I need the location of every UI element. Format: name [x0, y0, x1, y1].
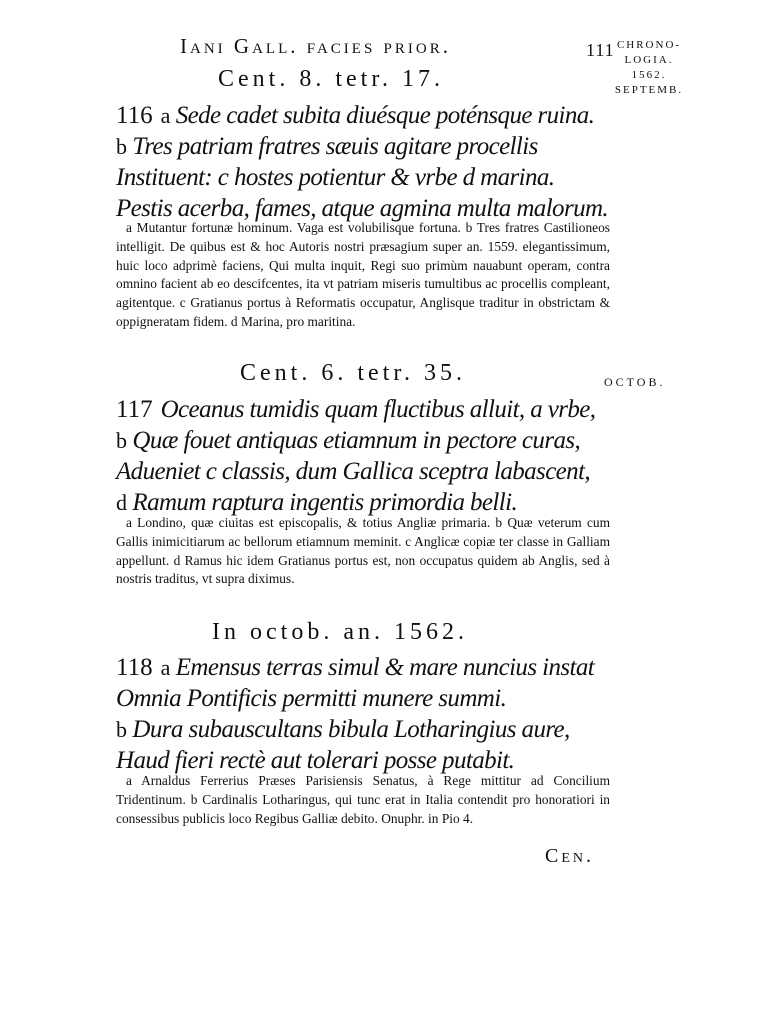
section-heading: Cent. 6. tetr. 35. [240, 360, 466, 386]
verse-text: Adueniet c classis, dum Gallica sceptra labascent, [116, 458, 591, 485]
verse-line [116, 683, 586, 714]
note-mark: a [160, 103, 170, 128]
verse-line [116, 714, 586, 745]
quatrain-number: 116 [116, 102, 153, 129]
note-mark: b [116, 134, 127, 159]
margin-line: SEPTEMB. [614, 84, 684, 96]
verse-text: Instituent: c hostes potientur & vrbe d marina. [116, 164, 555, 191]
margin-line: LOGIA. [624, 54, 674, 66]
quatrain-number: 117 [116, 396, 153, 423]
verse-line [116, 652, 595, 683]
verse-block [116, 394, 596, 518]
commentary-text: a Arnaldus Ferrerius Præses Parisiensis Senatus, à Rege mittitur ad Concilium Tridentinum. b Cardinalis Lotharingus, qui tunc erat in Italia contendit pro honoratiori in consessibus publicis loco Regibus Galliæ debito. Onuphr. in Pio 4. [116, 773, 610, 826]
verse-line [116, 425, 586, 456]
page-number: 111 [586, 40, 615, 60]
verse-line [116, 394, 596, 425]
verse-line [116, 100, 595, 131]
note-mark: d [116, 490, 127, 515]
verse-text: Omnia Pontificis permitti munere summi. [116, 685, 507, 712]
verse-text: Tres patriam fratres sæuis agitare procellis [132, 133, 538, 160]
verse-text: Haud fieri rectè aut tolerari posse putabit. [116, 747, 515, 774]
verse-text: Quæ fouet antiquas etiamnum in pectore curas, [132, 427, 581, 454]
margin-note-chronologia [612, 38, 686, 98]
verse-text: Pestis acerba, fames, atque agmina multa malorum. [116, 195, 609, 222]
verse-block [116, 100, 609, 224]
verse-block [116, 652, 595, 776]
verse-text: Ramum raptura ingentis primordia belli. [132, 489, 518, 516]
commentary-text: a Mutantur fortunæ hominum. Vaga est volubilisque fortuna. b Tres fratres Castilioneos intelligit. De quibus est & hoc Autoris nostri præsagium super an. 1559. elegantissimum, huic loco adprimè faciens, Qui multa inquit, Regi suo primùm nauabunt operam, contra omnino facient ab eo descifcentes, ita vt patriam miseris tumultibus ac procellis compleant, agitentque. c Gratianus portus à Reformatis occupatur, Anglisque traditur in obstrictam & oppigneratam fidem. d Marina, pro maritina. [116, 220, 610, 329]
verse-line [116, 456, 591, 487]
verse-text: Dura subauscultans bibula Lotharingius aure, [132, 716, 570, 743]
margin-line: 1562. [631, 69, 667, 81]
running-head: Iani Gall. facies prior. [180, 34, 451, 58]
margin-line: CHRONO- [616, 39, 682, 51]
margin-note-octob: OCTOB. [604, 375, 666, 389]
verse-text: Sede cadet subita diuésque poténsque ruina. [175, 102, 595, 129]
note-mark: b [116, 717, 127, 742]
section-heading: Cent. 8. tetr. 17. [218, 66, 444, 92]
note-mark: a [160, 655, 170, 680]
verse-text: Oceanus tumidis quam fluctibus alluit, a vrbe, [160, 396, 596, 423]
quatrain-number: 118 [116, 654, 153, 681]
verse-line [116, 162, 586, 193]
note-mark: b [116, 428, 127, 453]
verse-text: Emensus terras simul & mare nuncius instat [175, 654, 595, 681]
section-heading: In octob. an. 1562. [212, 619, 468, 645]
commentary-text: a Londino, quæ ciuitas est episcopalis, & totius Angliæ primaria. b Quæ veterum cum Gallis inimicitiarum ac bellorum etiamnum meminit. c Anglicæ copiæ ter classe in Galliam appellunt. d Ramus hic idem Gratianus portus est, non occupatus quidem ab Anglis, sed à nostris traditus, vt supra diximus. [116, 515, 610, 587]
catchword: Cen. [545, 845, 595, 867]
verse-line [116, 131, 586, 162]
